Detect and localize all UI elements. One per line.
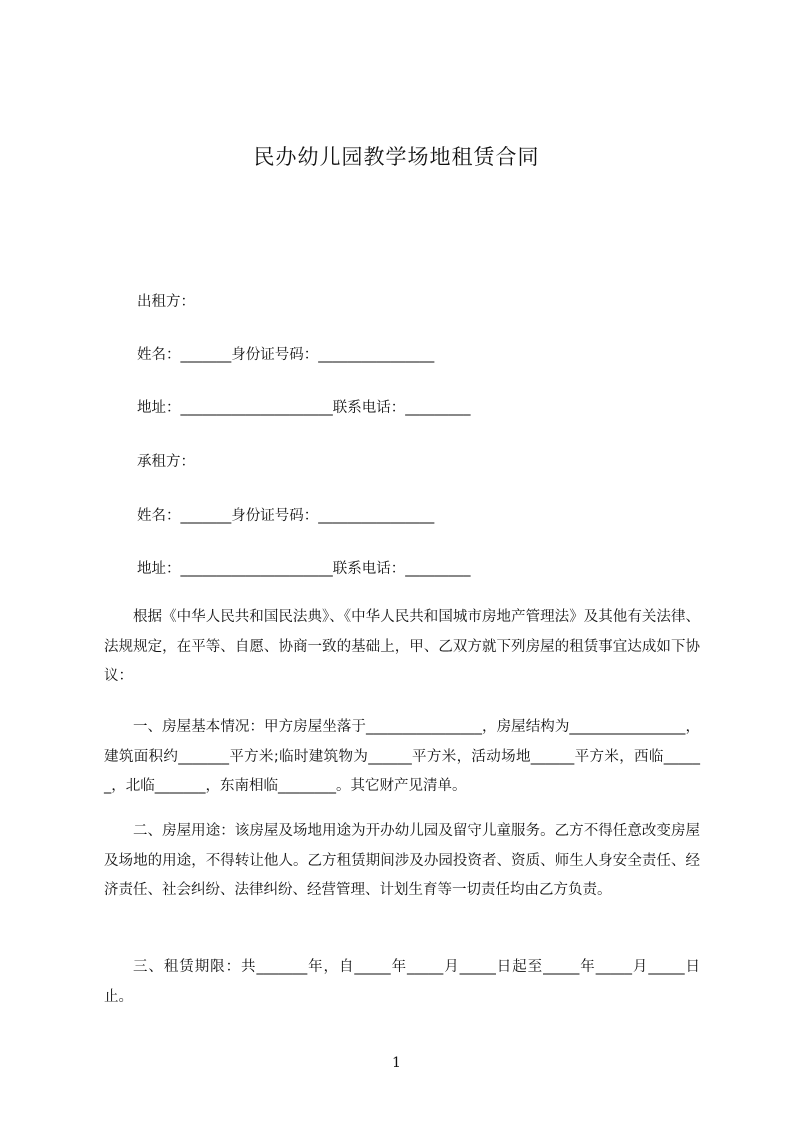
clause-2-paragraph: 二、房屋用途：该房屋及场地用途为开办幼儿园及留守儿童服务。乙方不得任意改变房屋及场地的用途，不得转让他人。乙方租赁期间涉及办园投资者、资质、师生人身安全责任、经济责任、社会纠纷、法律纠纷、经营管理、计划生育等一切责任均由乙方负责。 (104, 823, 700, 898)
lessee-heading: 承租方： (137, 454, 195, 470)
lessor-address-line: 地址：_____________________联系电话：_________ (137, 400, 471, 416)
lessee-name-line: 姓名：_______身份证号码：________________ (137, 508, 435, 524)
clause-1-paragraph: 一、房屋基本情况：甲方房屋坐落于________________，房屋结构为________________，建筑面积约_______平方米;临时建筑物为______平方米，活动场地______平方米，西临______，北临_______，东南相临________。其它财产见清单。 (104, 719, 700, 794)
lessor-heading: 出租方： (137, 294, 195, 310)
lessor-name-line: 姓名：_______身份证号码：________________ (137, 347, 435, 363)
intro-paragraph: 根据《中华人民共和国民法典》、《中华人民共和国城市房地产管理法》及其他有关法律、法规规定，在平等、自愿、协商一致的基础上，甲、乙双方就下列房屋的租赁事宜达成如下协议： (104, 609, 700, 684)
document-title: 民办幼儿园教学场地租赁合同 (253, 145, 540, 169)
page-number: 1 (392, 1055, 401, 1071)
clause-3-paragraph: 三、租赁期限：共_______年，自_____年_____月_____日起至_____年_____月_____日止。 (104, 959, 700, 1005)
lessee-address-line: 地址：_____________________联系电话：_________ (137, 561, 471, 577)
